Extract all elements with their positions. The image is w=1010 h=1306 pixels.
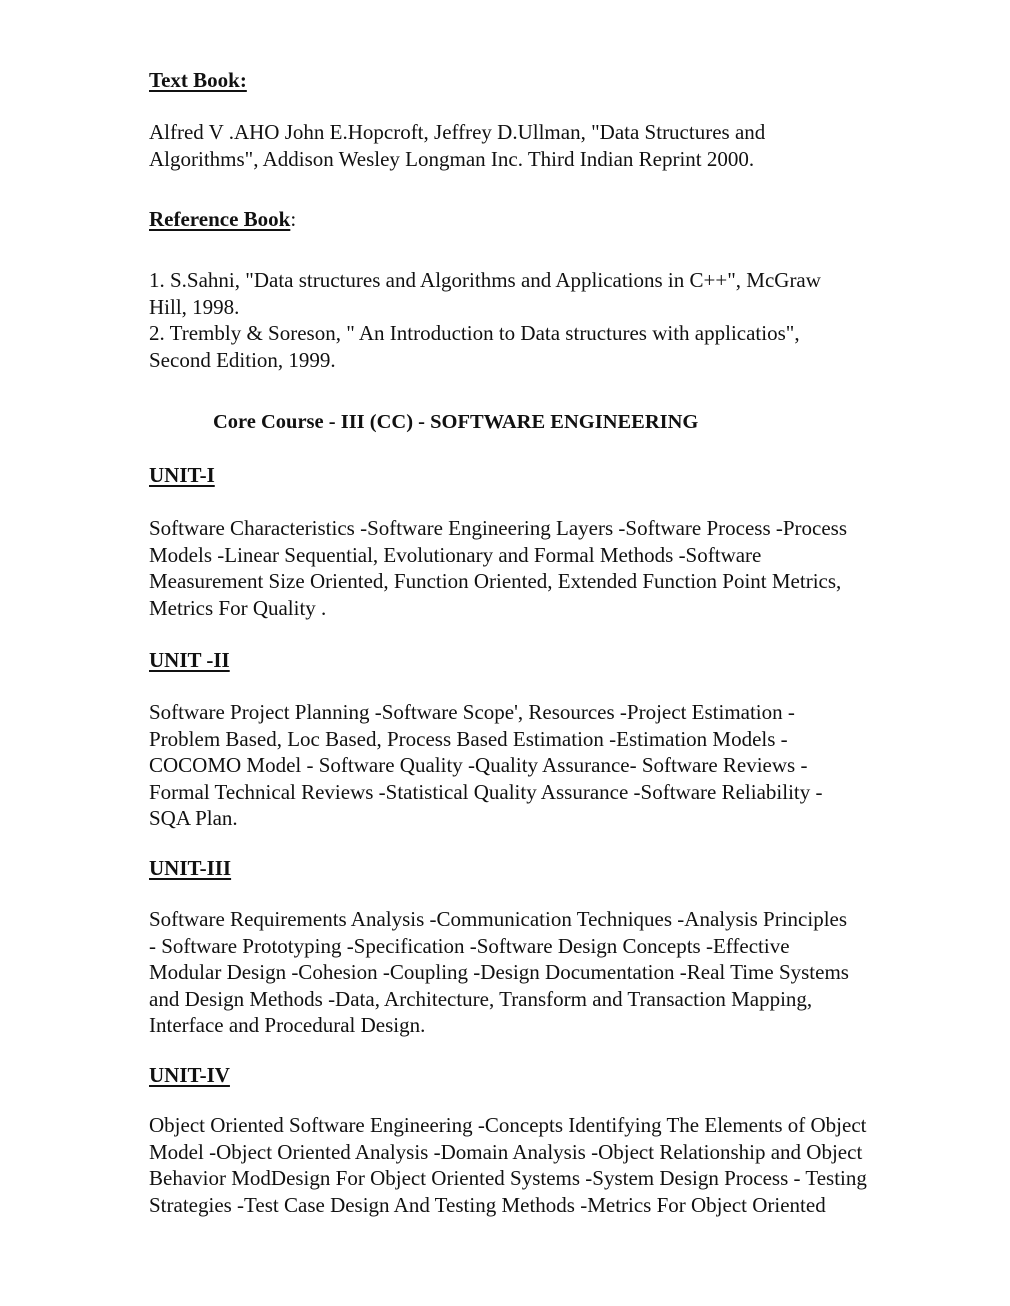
unit-1-line: Measurement Size Oriented, Function Oriented, Extended Function Point Metrics, [149, 569, 842, 594]
reference-line: 1. S.Sahni, "Data structures and Algorithms and Applications in C++", McGraw [149, 268, 821, 292]
unit-1-content [149, 515, 847, 621]
unit-3-line: Modular Design -Cohesion -Coupling -Design Documentation -Real Time Systems [149, 960, 849, 985]
unit-2-line: SQA Plan. [149, 806, 238, 831]
unit-4-line: Strategies -Test Case Design And Testing Methods -Metrics For Object Oriented [149, 1192, 826, 1217]
unit-2-line: Formal Technical Reviews -Statistical Quality Assurance -Software Reliability - [149, 779, 823, 804]
unit-1-line: Models -Linear Sequential, Evolutionary and Formal Methods -Software [149, 542, 762, 567]
reference-list [149, 267, 821, 373]
unit-2-line: Software Project Planning -Software Scope', Resources -Project Estimation - [149, 700, 795, 724]
reference-heading-text: Reference Book [149, 207, 291, 231]
unit-3-line: Interface and Procedural Design. [149, 1013, 426, 1038]
unit-2-line: Problem Based, Loc Based, Process Based Estimation -Estimation Models - [149, 726, 788, 751]
unit-3-line: and Design Methods -Data, Architecture, Transform and Transaction Mapping, [149, 986, 813, 1011]
textbook-heading-text: Text Book: [149, 68, 247, 92]
textbook-citation [149, 119, 765, 172]
unit-3-line: Software Requirements Analysis -Communication Techniques -Analysis Principles [149, 907, 848, 931]
reference-line: Second Edition, 1999. [149, 347, 336, 372]
unit-2-heading [149, 647, 230, 673]
unit-4-heading [149, 1062, 230, 1088]
unit-1-heading-text: UNIT-I [149, 463, 215, 487]
textbook-line: Alfred V .AHO John E.Hopcroft, Jeffrey D.Ullman, "Data Structures and [149, 120, 766, 144]
reference-line: Hill, 1998. [149, 294, 240, 319]
unit-1-heading [149, 462, 215, 488]
unit-4-content [149, 1112, 867, 1218]
unit-1-line: Metrics For Quality . [149, 595, 327, 620]
textbook-line: Algorithms", Addison Wesley Longman Inc. Third Indian Reprint 2000. [149, 146, 755, 171]
reference-line: 2. Trembly & Soreson, " An Introduction to Data structures with applicatios", [149, 321, 800, 346]
unit-4-line: Model -Object Oriented Analysis -Domain Analysis -Object Relationship and Object [149, 1139, 863, 1164]
unit-3-content [149, 906, 849, 1039]
textbook-heading [149, 67, 247, 93]
unit-1-line: Software Characteristics -Software Engineering Layers -Software Process -Process [149, 516, 848, 540]
reference-heading-colon: : [290, 207, 297, 231]
unit-2-heading-text: UNIT -II [149, 648, 230, 672]
unit-3-heading [149, 855, 231, 881]
course-title: Core Course - III (CC) - SOFTWARE ENGINEERING [213, 411, 699, 433]
unit-3-heading-text: UNIT-III [149, 856, 232, 880]
unit-4-line: Behavior ModDesign For Object Oriented Systems -System Design Process - Testing [149, 1166, 867, 1191]
unit-4-line: Object Oriented Software Engineering -Concepts Identifying The Elements of Object [149, 1113, 867, 1137]
unit-2-line: COCOMO Model - Software Quality -Quality Assurance- Software Reviews - [149, 753, 808, 778]
unit-4-heading-text: UNIT-IV [149, 1063, 230, 1087]
reference-heading [149, 206, 296, 232]
unit-3-line: - Software Prototyping -Specification -Software Design Concepts -Effective [149, 933, 790, 958]
unit-2-content [149, 699, 822, 832]
